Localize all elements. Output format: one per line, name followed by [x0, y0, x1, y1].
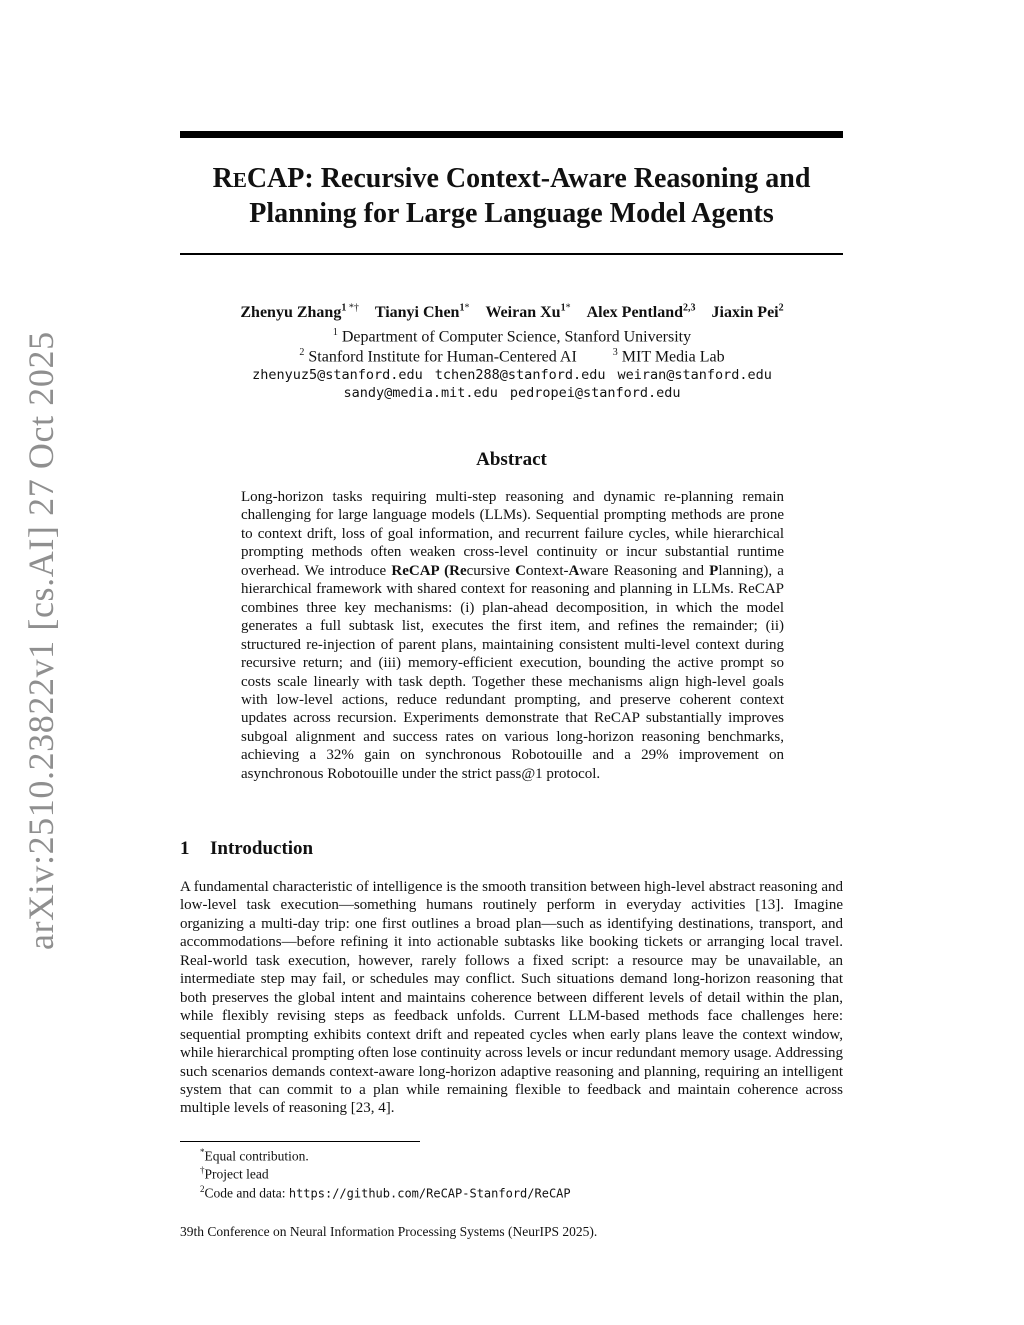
title-line1-rest: CAP: Recursive Context-Aware Reasoning and — [246, 163, 811, 194]
title-line2: Planning for Large Language Model Agents — [249, 198, 774, 229]
footnote-code-data — [200, 1180, 571, 1203]
author-name: Alex Pentland — [586, 304, 684, 322]
abstract-text: ware Reasoning and — [579, 562, 710, 579]
author — [240, 304, 358, 321]
footnote-text: Code and data: — [204, 1185, 289, 1201]
abstract-text: Long-horizon tasks requiring multi-step reasoning and dynamic re-planning remain challenging for large language models (LLMs). Sequential prompting methods are prone to context drift, loss of goal information, and recurrent failure cycles, while hierarchical prompting methods often weaken cross-level continuity or incur substantial runtime overhead. We introduce — [241, 489, 784, 579]
title-smallcaps-e: E — [232, 168, 247, 192]
author-affiliation-mark: 2,3 — [683, 303, 696, 314]
author-affiliation-mark: 1 — [341, 303, 347, 314]
footnote-rule — [180, 1141, 420, 1142]
arxiv-identifier-stamp: arXiv:2510.23822v1 [cs.AI] 27 Oct 2025 — [21, 331, 61, 950]
code-repository-link[interactable]: https://github.com/ReCAP-Stanford/ReCAP — [288, 1186, 571, 1201]
author-name: Tianyi Chen — [374, 304, 460, 322]
abstract-body — [241, 488, 784, 783]
affiliation-mark: 1 — [332, 327, 338, 338]
footnote-text: Equal contribution. — [204, 1148, 309, 1164]
venue-footer: 39th Conference on Neural Information Processing Systems (NeurIPS 2025). — [180, 1224, 598, 1239]
author — [587, 304, 696, 321]
title-smallcaps-r: R — [212, 163, 233, 194]
affiliation-mark: 2 — [299, 347, 305, 358]
abstract-heading: Abstract — [476, 449, 547, 470]
footnote-mark: * — [200, 1147, 205, 1157]
abstract-paren: ( — [438, 562, 450, 579]
affiliation-name: Department of Computer Science, Stanford University — [341, 328, 692, 346]
footnote-text: Project lead — [204, 1166, 269, 1182]
title-top-rule — [180, 131, 843, 138]
author-email[interactable]: sandy@media.mit.edu — [343, 385, 498, 401]
affiliation-name: MIT Media Lab — [621, 348, 725, 366]
author-email[interactable]: pedropei@stanford.edu — [509, 385, 681, 401]
section-title: Introduction — [210, 838, 314, 859]
email-line-1 — [150, 366, 874, 385]
introduction-body: A fundamental characteristic of intelligence is the smooth transition between high-level abstract reasoning and low-level task execution—something humans routinely perform in everyday activities [13]. Imagine organizing a multi-day trip: one first outlines a broad plan—such as identifying destinations, transport, and accommodations—before refining it into actionable subtasks like booking tickets or arranging local travel. Real-world task execution, however, rarely follows a fixed script: a resource may be unavailable, an intermediate step may fail, or schedules may conflict. Such situations demand long-horizon reasoning that both preserves the global intent and maintains coherence between different levels of detail within the plan, while flexibly revising steps as feedback unfolds. Current LLM-based methods face challenges here: sequential prompting exhibits context drift and repeated cycles when early plans leave the context window, while hierarchical prompting often lose continuity across levels or incur redundant memory usage. Addressing such scenarios demands context-aware long-horizon adaptive reasoning and planning, requiring an intelligent system that can commit to a plan while remaining flexible to feedback and maintain coherence across multiple levels of reasoning [23, 4]. — [180, 879, 843, 1117]
email-line-2 — [150, 384, 874, 403]
footnote-mark: 2 — [200, 1184, 205, 1194]
section-heading-introduction — [180, 837, 313, 861]
acronym-letter: P — [709, 562, 719, 579]
author — [712, 304, 784, 321]
acronym-letter: A — [568, 562, 580, 579]
abstract-text: cursive — [466, 562, 516, 579]
abstract-recap-bold: ReCAP — [391, 562, 439, 579]
acronym-letter: C — [515, 562, 527, 579]
author-name: Zhenyu Zhang — [240, 304, 342, 322]
author-email[interactable]: zhenyuz5@stanford.edu — [252, 367, 423, 383]
abstract-text: lanning), a hierarchical framework with shared context for reasoning and planning in LLMs. ReCAP combines three key mechanisms: (i) plan-ahead decomposition, in which the model generates a full subtask list, executes the first item, and refines the remainder; (ii) structured re-injection of parent plans, maintaining consistent multi-level context during recursive return; and (iii) memory-efficient execution, bounding the active prompt so costs scale linearly with task depth. Together these mechanisms align high-level goals with low-level actions, reduce redundant prompting, and preserve coherent context updates across recursion. Experiments demonstrate that ReCAP substantially improves subgoal alignment and success rates on various long-horizon reasoning benchmarks, achieving a 32% gain on synchronous Robotouille and a 29% improvement on asynchronous Robotouille under the strict pass@1 protocol. — [241, 562, 784, 782]
affiliation-name: Stanford Institute for Human-Centered AI — [308, 348, 577, 366]
author-contribution-mark: * — [464, 303, 470, 314]
affiliation-mark: 3 — [612, 347, 618, 358]
author-affiliation-mark: 1 — [459, 303, 465, 314]
author-contribution-mark: * — [565, 303, 571, 314]
author-affiliation-mark: 2 — [778, 303, 784, 314]
author — [375, 304, 470, 321]
section-number: 1 — [180, 838, 190, 859]
footnote-mark: † — [200, 1165, 205, 1175]
author-affiliation-mark: 1 — [560, 303, 566, 314]
author — [485, 304, 570, 321]
author-email[interactable]: weiran@stanford.edu — [617, 367, 772, 383]
title-bottom-rule — [180, 253, 843, 255]
author-email[interactable]: tchen288@stanford.edu — [434, 367, 606, 383]
author-name: Weiran Xu — [485, 304, 561, 322]
author-list — [150, 298, 874, 324]
acronym-letter: Re — [449, 562, 467, 579]
author-name: Jiaxin Pei — [711, 304, 779, 322]
paper-title — [180, 162, 843, 231]
abstract-text: ontext- — [526, 562, 569, 579]
author-contribution-mark: *† — [346, 303, 359, 314]
affiliation-line-2 — [150, 343, 874, 367]
